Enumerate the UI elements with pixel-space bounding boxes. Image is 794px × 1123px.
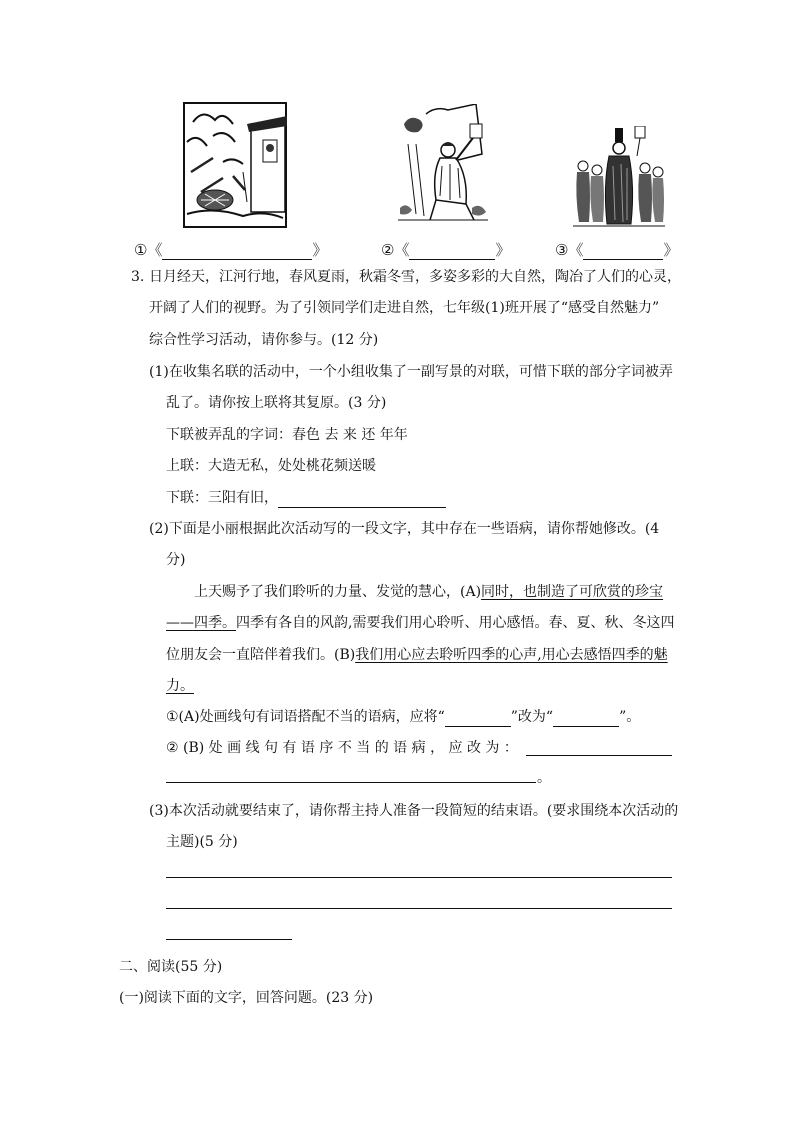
caption-3-open: 《 [568,241,584,259]
caption-2-open: 《 [394,241,410,259]
caption-1-close: 》 [312,241,328,259]
q3-intro-line-1: 日月经天，江河行地，春风夏雨，秋霜冬雪，多姿多彩的大自然，陶冶了人们的心灵， [149,269,681,285]
q3-p2-ans1-a: ①(A)处画线句有词语搭配不当的语病，应将“ [166,709,445,725]
section-2-subtitle: (一)阅读下面的文字，回答问题。(23 分) [119,990,374,1006]
q3-intro-line-3: 综合性学习活动，请你参与。(12 分) [149,332,379,348]
illustration-crowd-scene [573,126,665,230]
q3-p1-lower-couplet [166,488,446,508]
caption-1 [134,240,327,260]
q3-p2-para-line-4 [166,676,194,696]
q3-p2-sentence-b-part-1: 我们用心应去聆听四季的心声,用心去感悟四季的魅 [355,647,668,663]
q3-p2-line-2: 分) [166,552,186,568]
q3-p2-sentence-b-part-2: 力。 [166,678,194,694]
q3-p2-para-line-3 [166,645,668,665]
caption-2-number: ② [381,241,395,259]
q3-p2-ans2-blank-1[interactable] [526,755,672,756]
q3-p1-lower-blank[interactable] [278,491,446,508]
q3-p2-para-l1-a: 上天赐予了我们聆听的力量、发觉的慧心，(A) [194,584,482,600]
q3-p1-scrambled: 下联被弄乱的字词：春色 去 来 还 年年 [166,427,408,443]
q3-p3-answer-line-3[interactable] [166,939,292,940]
q3-p2-ans2-blank-2[interactable] [166,782,536,783]
section-2-title: 二、阅读(55 分) [119,959,223,975]
caption-3 [555,240,678,260]
illustration-winter-scene [183,102,287,228]
q3-p2-para-l3-a: 位朋友会一直陪伴着我们。(B) [166,647,356,663]
q3-p2-para-line-1 [194,582,663,602]
q3-p2-ans1-b: ”改为“ [510,709,554,725]
caption-3-blank[interactable] [583,243,663,260]
q3-p1-line-2: 乱了。请你按上联将其复原。(3 分) [166,395,387,411]
q3-p2-para-l2-b: 四季有各自的风韵,需要我们用心聆听、用心感悟。春、夏、秋、冬这四 [236,615,675,631]
caption-2-close: 》 [495,241,511,259]
q3-p3-answer-line-1[interactable] [166,877,672,878]
q3-p2-line-1: (2)下面是小丽根据此次活动写的一段文字，其中存在一些语病，请你帮她修改。(4 [149,521,660,537]
q3-p1-upper-couplet: 上联：大造无私，处处桃花频送暖 [166,458,376,474]
caption-2-blank[interactable] [409,243,495,260]
caption-2 [381,240,510,260]
q3-intro-line-2: 开阔了人们的视野。为了引领同学们走进自然，七年级(1)班开展了“感受自然魅力” [149,300,660,316]
caption-3-close: 》 [663,241,679,259]
q3-p1-lower-label: 下联：三阳有旧， [166,490,278,506]
q3-p3-line-2: 主题)(5 分) [166,834,238,850]
q3-p2-answer-2: ② (B) 处 画 线 句 有 语 序 不 当 的 语 病 ， 应 改 为 ： [166,740,518,756]
illustration-man-scene [396,104,490,228]
q3-p2-ans1-blank-2[interactable] [553,710,619,727]
q3-p2-ans1-c: ”。 [619,709,641,725]
caption-3-number: ③ [555,241,569,259]
q3-p2-sentence-a-part-1: 同时，也制造了可欣赏的珍宝 [481,584,664,600]
q3-p1-line-1: (1)在收集名联的活动中，一个小组收集了一副写景的对联，可惜下联的部分字词被弄 [149,364,673,380]
caption-1-blank[interactable] [162,243,312,260]
q3-p2-sentence-a-part-2: ——四季。 [166,615,236,631]
q3-p2-answer-1 [166,707,640,727]
q3-number: 3. [131,269,145,285]
q3-p3-answer-line-2[interactable] [166,908,672,909]
q3-p2-ans1-blank-1[interactable] [445,710,511,727]
caption-1-number: ① [134,241,148,259]
q3-p2-para-line-2 [166,613,674,633]
q3-p3-line-1: (3)本次活动就要结束了，请你帮主持人准备一段简短的结束语。(要求围绕本次活动的 [149,803,679,819]
q3-p2-ans2-end: 。 [537,770,551,786]
caption-1-open: 《 [147,241,163,259]
